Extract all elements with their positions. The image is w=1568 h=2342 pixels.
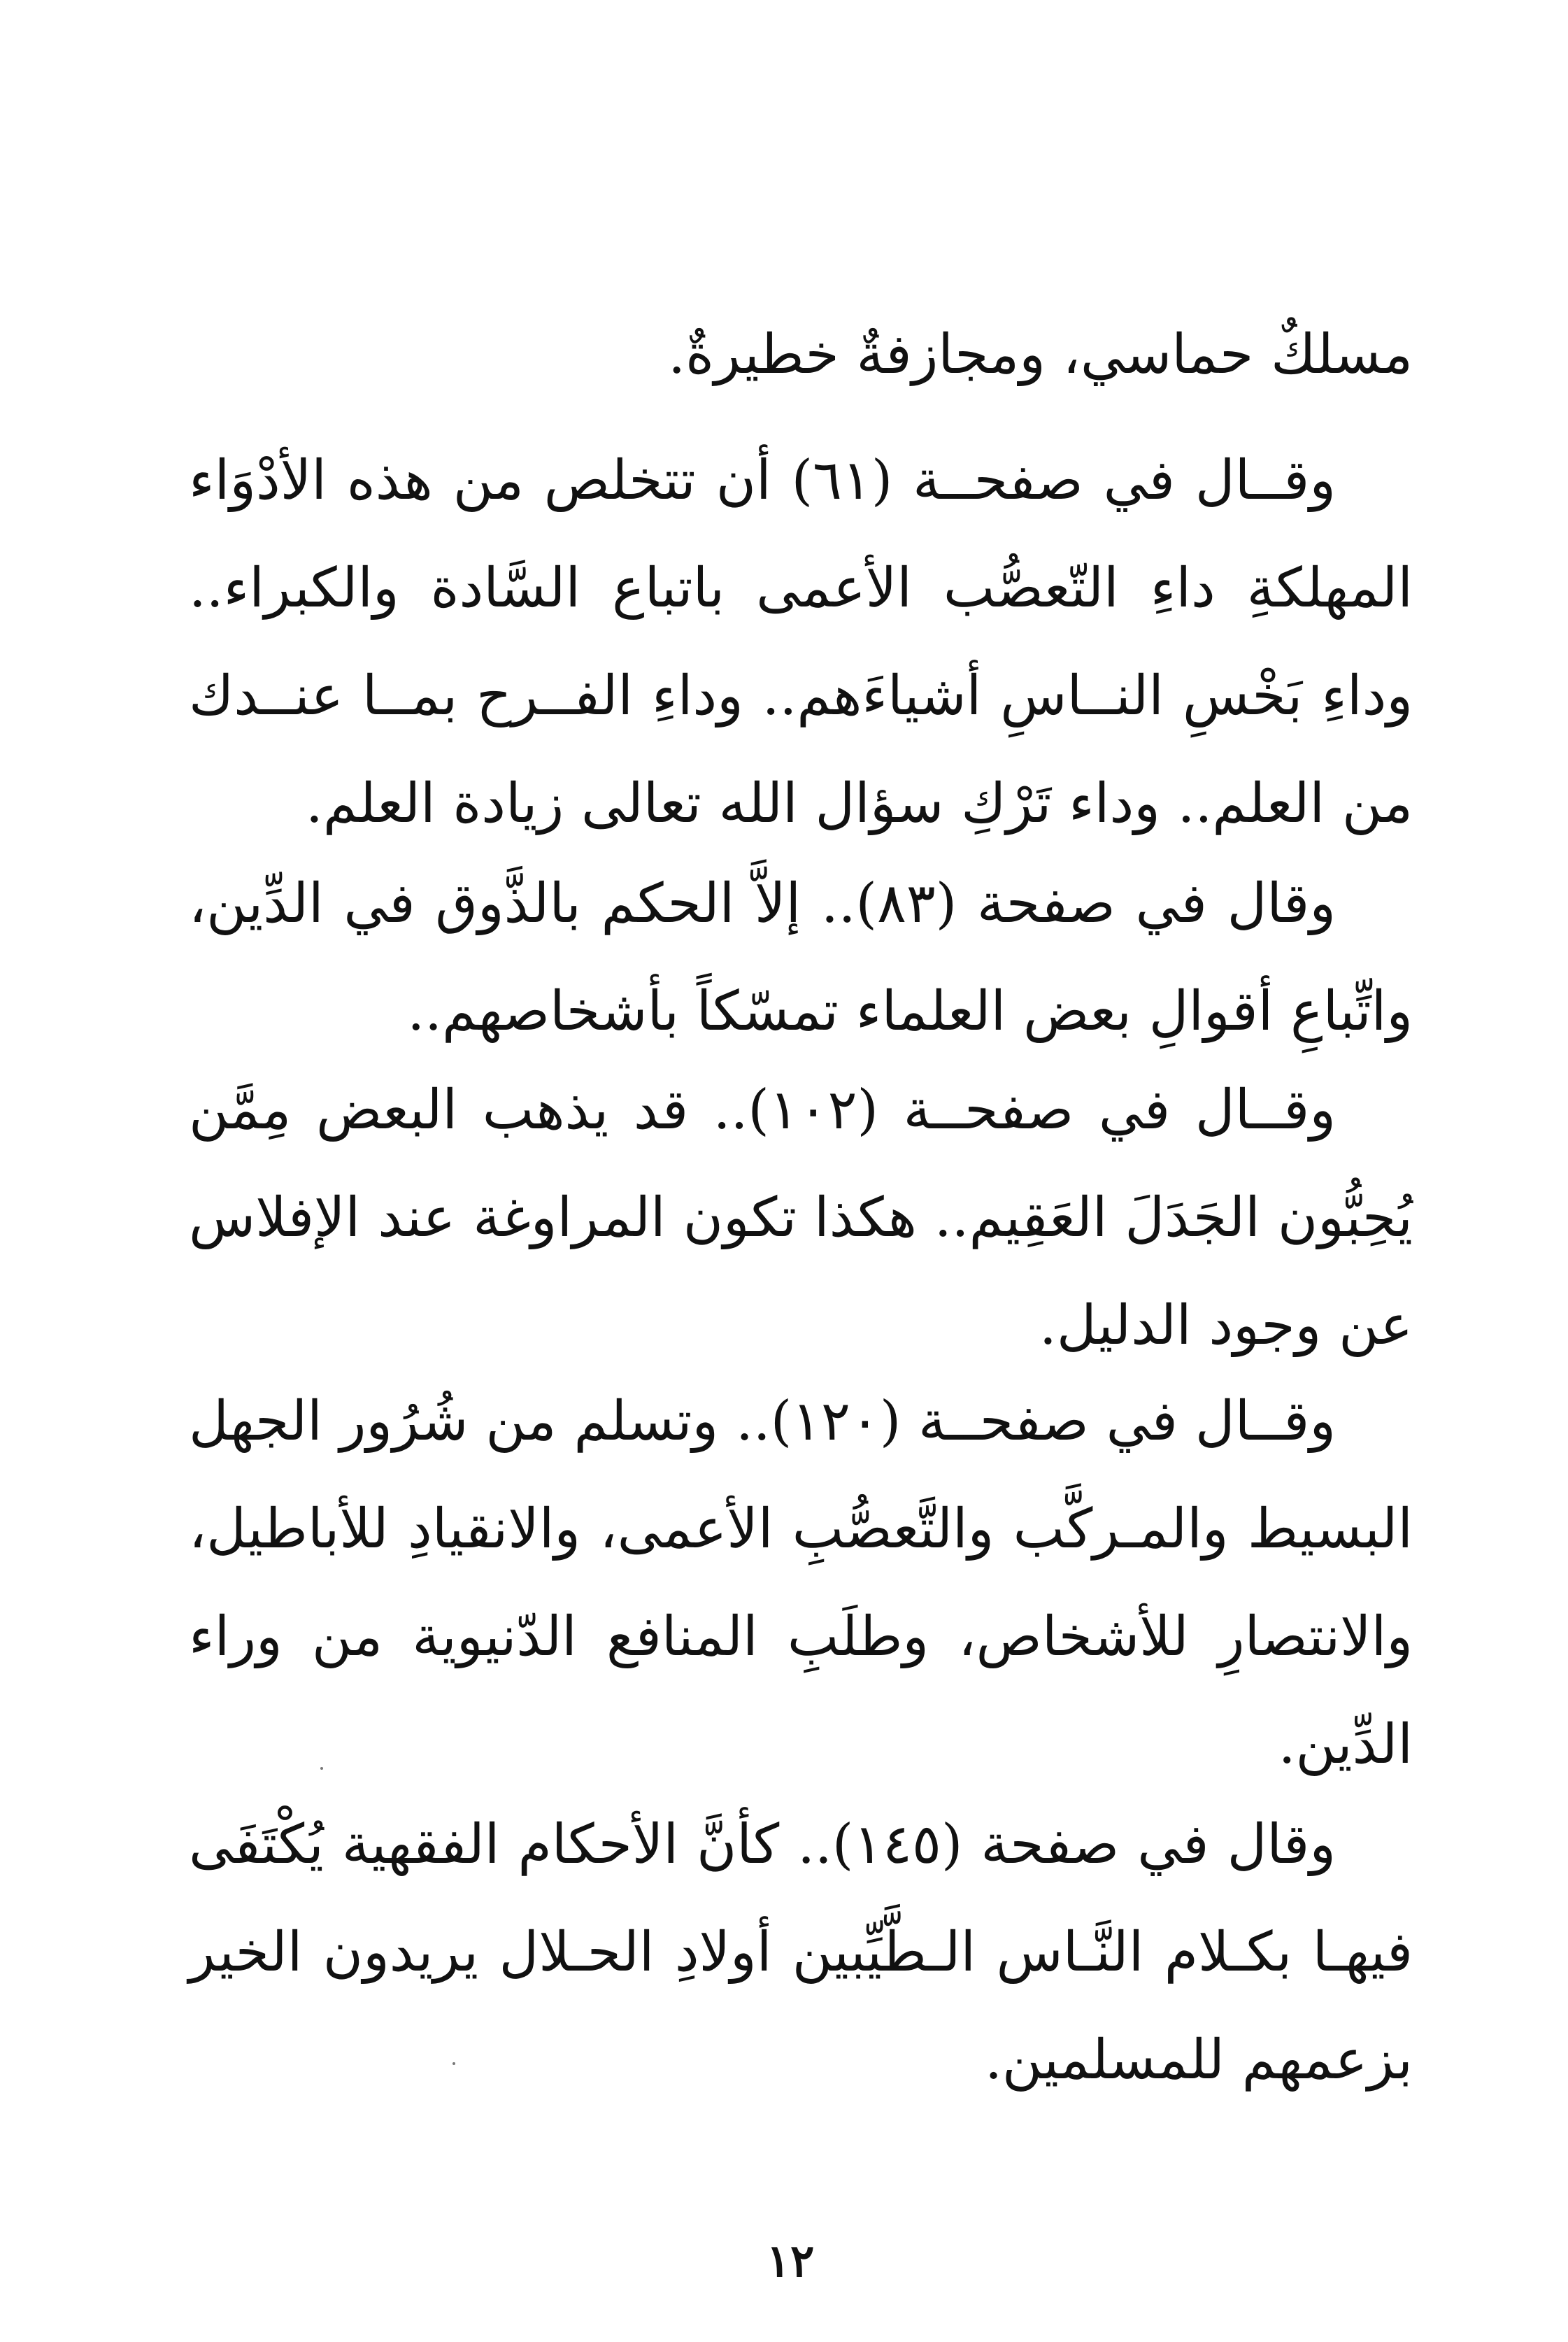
paragraph-3: وقال في صفحة (٨٣).. إلاَّ الحكم بالذَّوق في الدِّين، واتِّباعِ أقوالِ بعض العلماء تمسّكاً بأشخاصهم..	[189, 872, 1413, 1043]
paragraph-5: وقــال في صفحــة (١٢٠).. وتسلم من شُرُور الجهل البسيط والمـركَّب والتَّعصُّبِ الأعمى، والانقيادِ للأباطيل، والانتصارِ للأشخاص، وطلَبِ المنافع الدّنيوية من وراء الدِّين.	[189, 1390, 1413, 1776]
scan-speck	[320, 1767, 323, 1770]
paragraph-4: وقــال في صفحــة (١٠٢).. قد يذهب البعض مِمَّن يُحِبُّون الجَدَلَ العَقِيم.. هكذا تكون المراوغة عند الإفلاس عن وجود الدليل.	[189, 1079, 1413, 1357]
paragraph-1: مسلكٌ حماسي، ومجازفةٌ خطيرةٌ.	[668, 323, 1413, 386]
page-number: ١٢	[766, 2235, 815, 2287]
paragraph-2: وقــال في صفحــة (٦١) أن تتخلص من هذه الأدْوَاء المهلكةِ داءِ التّعصُّب الأعمى باتباع السَّادة والكبراء.. وداءِ بَخْسِ النــاسِ أشياءَهم.. وداءِ الفــرح بمــا عنــدك من العلم.. وداء تَرْكِ سؤال الله تعالى زيادة العلم.	[189, 449, 1413, 835]
paragraph-6: وقال في صفحة (١٤٥).. كأنَّ الأحكام الفقهية يُكْتَفَى فيهـا بكـلام النَّـاس الـطَّيِّبين أولادِ الحـلال يريدون الخير بزعمهم للمسلمين.	[189, 1813, 1413, 2092]
scan-speck	[452, 2062, 455, 2065]
